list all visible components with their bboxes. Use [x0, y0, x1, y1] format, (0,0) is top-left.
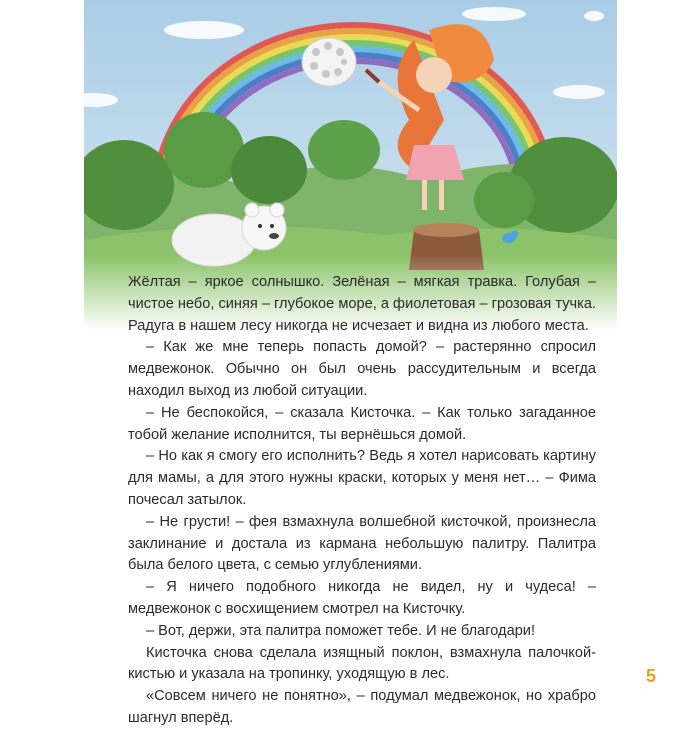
book-page — [84, 0, 657, 726]
paragraph: – Не грусти! – фея взмахнула волшебной кисточкой, произнесла заклинание и достала из кармана небольшую палитру. Палитра была белого цвета, с семью углублениями. — [128, 513, 596, 574]
palette — [302, 38, 356, 86]
paragraph: – Не беспокойся, – сказала Кисточка. – Как только загаданное тобой желание исполнится, ты вернёшься домой. — [128, 404, 596, 443]
paragraph: Кисточка снова сделала изящный поклон, взмахнула палочкой-кистью и указала на тропинку, уходящую в лес. — [128, 644, 596, 683]
paragraph: – Я ничего подобного никогда не видел, ну и чудеса! – медвежонок с восхищением смотрел на Кисточку. — [128, 579, 596, 617]
story-text — [128, 272, 596, 730]
paragraph: Жёлтая – яркое солнышко. Зелёная – мягкая травка. Голубая – чистое небо, синяя – глубокое море, а фиолетовая – грозовая тучка. Радуга в нашем лесу никогда не исчезает и видна из любого места. — [128, 274, 596, 334]
paragraph: – Как же мне теперь попасть домой? – растерянно спросил медвежонок. Обычно он был очень рассудительным и всегда находил выход из любой ситуации. — [128, 339, 596, 399]
paragraph: «Совсем ничего не понятно», – подумал медвежонок, но храбро шагнул вперёд. — [128, 688, 596, 726]
paragraph: – Но как я смогу его исполнить? Ведь я хотел нарисовать картину для мамы, а для этого нужны краски, которых у меня нет… – Фима почесал затылок. — [128, 448, 596, 508]
paragraph: – Вот, держи, эта палитра поможет тебе. И не благодари! — [146, 622, 536, 639]
page-number: 5 — [646, 666, 657, 686]
